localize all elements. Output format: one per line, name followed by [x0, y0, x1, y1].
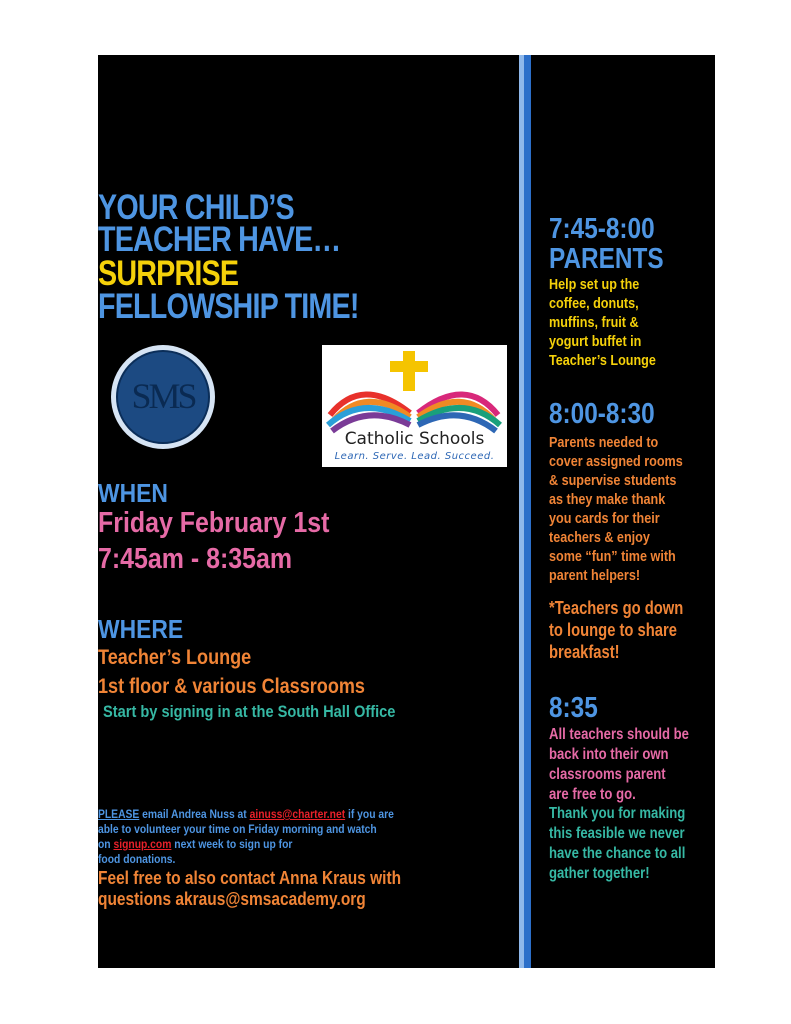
signup-prefix: on [98, 837, 114, 851]
schedule-1-line: Help set up the [549, 276, 640, 293]
divider-dark [524, 55, 531, 968]
where-sign-in: Start by signing in at the South Hall Office [103, 702, 396, 721]
contact-line-4: food donations. [98, 852, 176, 866]
schedule-1-line: Teacher’s Lounge [549, 352, 656, 369]
schedule-3-thanks: have the chance to all [549, 845, 686, 862]
schedule-2-note: to lounge to share [549, 620, 677, 640]
please-text: PLEASE [98, 807, 140, 821]
schedule-2-time: 8:00-8:30 [549, 398, 655, 430]
headline-line-1: YOUR CHILD’S [98, 188, 294, 227]
contact-anna-line-2: questions akraus@smsacademy.org [98, 889, 366, 909]
schedule-2-note: breakfast! [549, 642, 620, 662]
email-suffix: if you are [345, 807, 394, 821]
schedule-1-line: yogurt buffet in [549, 333, 642, 350]
contact-line-1 [98, 807, 394, 822]
schedule-2-line: Parents needed to [549, 434, 659, 451]
where-location: Teacher’s Lounge [98, 646, 252, 669]
sms-logo [111, 345, 215, 449]
signup-suffix: next week to sign up for [171, 837, 293, 851]
schedule-1-line: muffins, fruit & [549, 314, 639, 331]
contact-anna-line-1: Feel free to also contact Anna Kraus with [98, 868, 402, 888]
when-date: Friday February 1st [98, 507, 330, 539]
schedule-2-line: some “fun” time with [549, 548, 676, 565]
sms-logo-text: SMS [131, 376, 195, 416]
schedule-3-line: classrooms parent [549, 766, 666, 783]
schedule-3-thanks: this feasible we never [549, 825, 685, 842]
schedule-1-line: coffee, donuts, [549, 295, 639, 312]
flyer [98, 55, 715, 968]
where-rooms: 1st floor & various Classrooms [98, 675, 365, 698]
catholic-schools-logo [322, 345, 507, 467]
signup-link[interactable]: signup.com [113, 837, 172, 851]
catholic-schools-title: Catholic Schools [344, 429, 485, 449]
schedule-3-thanks: Thank you for making [549, 805, 686, 822]
schedule-2-line: as they make thank [549, 491, 666, 508]
when-time: 7:45am - 8:35am [98, 543, 293, 575]
schedule-3-line: All teachers should be [549, 726, 689, 743]
schedule-2-note: *Teachers go down [549, 598, 684, 618]
schedule-3-time: 8:35 [549, 692, 598, 724]
schedule-1-time: 7:45-8:00 [549, 213, 655, 245]
email-link[interactable]: ainuss@charter.net [249, 807, 346, 821]
where-heading: WHERE [98, 614, 184, 644]
schedule-2-line: cover assigned rooms [549, 453, 683, 470]
when-heading: WHEN [98, 478, 168, 508]
schedule-1-who: PARENTS [549, 243, 664, 275]
contact-line-3 [98, 837, 292, 852]
headline-surprise: SURPRISE [98, 254, 239, 293]
schedule-3-thanks: gather together! [549, 865, 650, 882]
headline-line-2: TEACHER HAVE… [98, 220, 341, 259]
schedule-2-line: & supervise students [549, 472, 677, 489]
schedule-2-line: parent helpers! [549, 567, 641, 584]
contact-line-2: able to volunteer your time on Friday morning and watch [98, 822, 377, 836]
schedule-2-line: you cards for their [549, 510, 660, 527]
catholic-schools-tagline: Learn. Serve. Lead. Succeed. [334, 451, 495, 462]
schedule-2-line: teachers & enjoy [549, 529, 650, 546]
schedule-3-line: are free to go. [549, 786, 636, 803]
headline-line-4: FELLOWSHIP TIME! [98, 287, 359, 326]
schedule-3-line: back into their own [549, 746, 669, 763]
open-book-cross-icon [322, 345, 507, 435]
email-prefix: email Andrea Nuss at [139, 807, 250, 821]
